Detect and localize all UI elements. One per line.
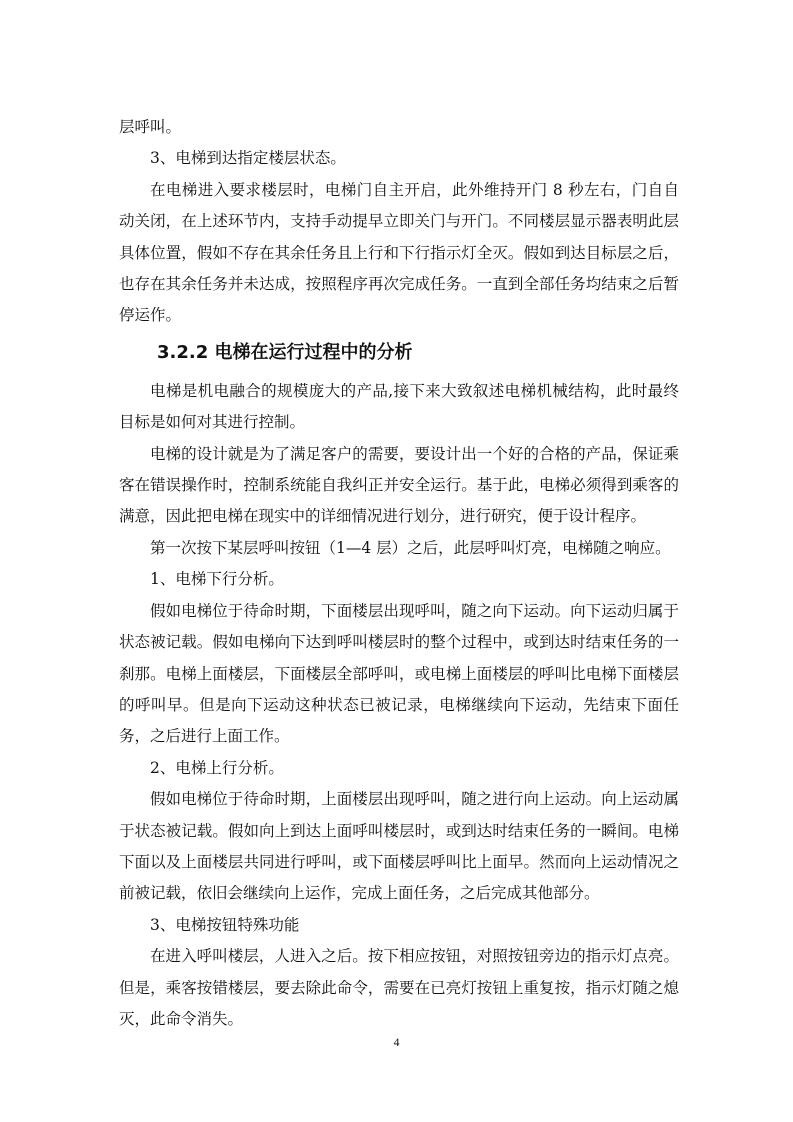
paragraph-up-analysis: 假如电梯位于待命时期，上面楼层出现呼叫，随之进行向上运动。向上运动属于状态被记载。假如向上到达上面呼叫楼层时，或到达时结束任务的一瞬间。电梯下面以及上面楼层共同进行呼叫，或下面楼层呼叫比上面早。然而向上运动情况之前被记载，依旧会继续向上运作，完成上面任务，之后完成其他部分。 [119, 790, 679, 903]
list-item-up: 2、电梯上行分析。 [150, 758, 284, 777]
list-item-arrival-state: 3、电梯到达指定楼层状态。 [150, 149, 346, 168]
paragraph-button-function: 在进入呼叫楼层，人进入之后。按下相应按钮，对照按钮旁边的指示灯点亮。但是，乘客按错楼层，要去除此命令，需要在已亮灯按钮上重复按，指示灯随之熄灭，此命令消失。 [119, 947, 679, 1028]
list-item-down: 1、电梯下行分析。 [150, 570, 284, 589]
paragraph-first-call: 第一次按下某层呼叫按钮（1—4 层）之后，此层呼叫灯亮，电梯随之响应。 [150, 538, 671, 557]
section-heading: 3.2.2 电梯在运行过程中的分析 [157, 341, 413, 363]
paragraph-continuation: 层呼叫。 [119, 118, 182, 136]
paragraph-intro: 电梯是机电融合的规模庞大的产品,接下来大致叙述电梯机械结构，此时最终目标是如何对其进行控制。 [119, 381, 679, 432]
body-text [119, 112, 679, 1035]
list-item-button-function: 3、电梯按钮特殊功能 [150, 915, 300, 934]
paragraph-arrival-description: 在电梯进入要求楼层时，电梯门自主开启，此外维持开门 8 秒左右，门自自动关闭，在上述环节内，支持手动提早立即关门与开门。不同楼层显示器表明此层具体位置，假如不存在其余任务且上行和下行指示灯全灭。假如到达目标层之后，也存在其余任务并未达成，按照程序再次完成任务。一直到全部任务均结束之后暂停运作。 [119, 180, 679, 325]
paragraph-down-analysis: 假如电梯位于待命时期，下面楼层出现呼叫，随之向下运动。向下运动归属于状态被记载。假如电梯向下达到呼叫楼层时的整个过程中，或到达时结束任务的一刹那。电梯上面楼层，下面楼层全部呼叫，或电梯上面楼层的呼叫比电梯下面楼层的呼叫早。但是向下运动这种状态已被记录，电梯继续向下运动，先结束下面任务，之后进行上面工作。 [119, 601, 679, 746]
paragraph-design: 电梯的设计就是为了满足客户的需要，要设计出一个好的合格的产品，保证乘客在错误操作时，控制系统能自我纠正并安全运行。基于此，电梯必须得到乘客的满意，因此把电梯在现实中的详细情况进行划分，进行研究，便于设计程序。 [119, 444, 679, 526]
page-number: 4 [393, 1035, 400, 1049]
